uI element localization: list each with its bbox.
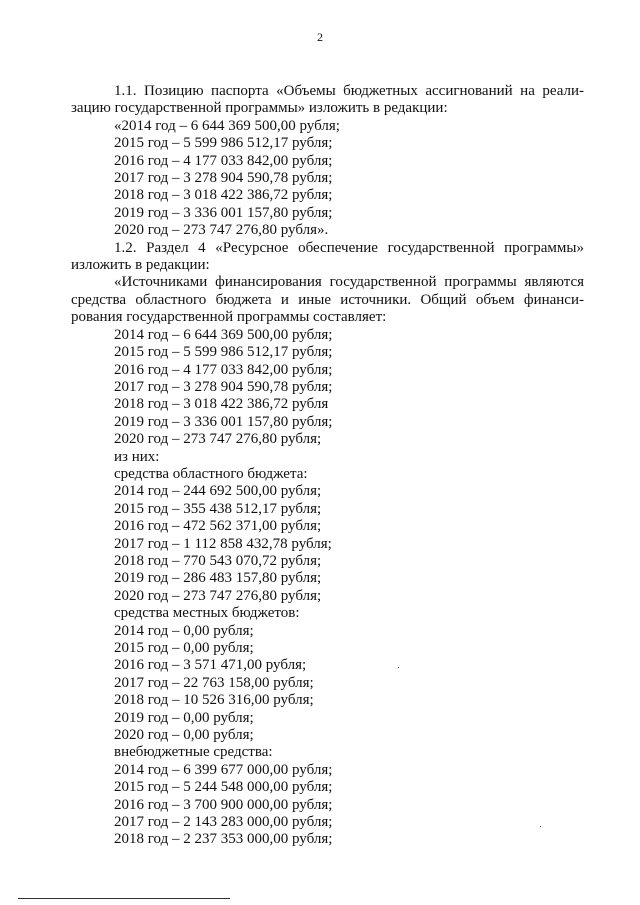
paragraph-1-2-line-1: 1.2. Раздел 4 «Ресурсное обеспечение государственной программы»: [114, 239, 584, 256]
paragraph-1-1-amounts: [71, 118, 584, 240]
quote-line-3: рования государственной программы составляет:: [71, 309, 387, 326]
paragraph-1-1: [71, 83, 584, 118]
regional-line: 2019 год – 286 483 157,80 рубля;: [114, 570, 322, 587]
offbudget-heading: внебюджетные средства:: [114, 744, 273, 761]
local-line: 2018 год – 10 526 316,00 рубля;: [114, 692, 314, 709]
quote-line-2: средства областного бюджета и иные источники. Общий объем финанси-: [71, 291, 584, 308]
paragraph-1-1-line-2: зацию государственной программы» изложить в редакции:: [71, 100, 448, 117]
amount-line: 2020 год – 273 747 276,80 рубля».: [114, 222, 329, 239]
paragraph-1-2-line-2: изложить в редакции:: [71, 257, 210, 274]
amount-line: 2016 год – 4 177 033 842,00 рубля;: [114, 152, 333, 169]
offbudget-line: 2015 год – 5 244 548 000,00 рубля;: [114, 779, 333, 796]
total-line: 2016 год – 4 177 033 842,00 рубля;: [114, 361, 333, 378]
document-body: [71, 83, 584, 849]
totals-list: [71, 327, 584, 849]
regional-line: 2015 год – 355 438 512,17 рубля;: [114, 500, 322, 517]
local-line: 2020 год – 0,00 рубля;: [114, 727, 254, 744]
amount-line: 2017 год – 3 278 904 590,78 рубля;: [114, 170, 333, 187]
total-line: 2017 год – 3 278 904 590,78 рубля;: [114, 378, 333, 395]
amount-line: «2014 год – 6 644 369 500,00 рубля;: [114, 117, 340, 134]
paragraph-1-2: [71, 240, 584, 327]
local-line: 2015 год – 0,00 рубля;: [114, 640, 254, 656]
paragraph-1-1-line-1: 1.1. Позицию паспорта «Объемы бюджетных ассигнований на реали-: [114, 83, 584, 99]
total-line: 2014 год – 6 644 369 500,00 рубля;: [114, 326, 333, 343]
page-number: 2: [317, 30, 323, 44]
offbudget-line: 2016 год – 3 700 900 000,00 рубля;: [114, 796, 333, 813]
local-line: 2014 год – 0,00 рубля;: [114, 622, 254, 639]
local-line: 2016 год – 3 571 471,00 рубля;: [114, 657, 307, 674]
local-line: 2019 год – 0,00 рубля;: [114, 709, 254, 726]
offbudget-line: 2014 год – 6 399 677 000,00 рубля;: [114, 761, 333, 778]
total-line: 2019 год – 3 336 001 157,80 рубля;: [114, 413, 333, 430]
regional-line: 2020 год – 273 747 276,80 рубля;: [114, 587, 322, 604]
regional-line: 2017 год – 1 112 858 432,78 рубля;: [114, 535, 332, 552]
regional-line: 2014 год – 244 692 500,00 рубля;: [114, 483, 322, 500]
offbudget-line: 2017 год – 2 143 283 000,00 рубля;: [114, 814, 333, 831]
amount-line: 2015 год – 5 599 986 512,17 рубля;: [114, 135, 333, 152]
scan-speck: [540, 826, 541, 827]
local-line: 2017 год – 22 763 158,00 рубля;: [114, 674, 314, 691]
offbudget-line: 2018 год – 2 237 353 000,00 рубля;: [114, 831, 333, 848]
regional-line: 2016 год – 472 562 371,00 рубля;: [114, 518, 322, 535]
regional-line: 2018 год – 770 543 070,72 рубля;: [114, 552, 322, 569]
regional-budget-heading: средства областного бюджета:: [114, 465, 308, 482]
total-line: 2015 год – 5 599 986 512,17 рубля;: [114, 344, 333, 361]
amount-line: 2018 год – 3 018 422 386,72 рубля;: [114, 187, 333, 204]
scan-speck: [398, 667, 399, 668]
total-line: 2020 год – 273 747 276,80 рубля;: [114, 431, 322, 448]
footer-rule: [18, 898, 230, 899]
amount-line: 2019 год – 3 336 001 157,80 рубля;: [114, 204, 333, 221]
of-them-label: из них:: [114, 448, 160, 465]
total-line: 2018 год – 3 018 422 386,72 рубля: [114, 396, 329, 413]
local-budget-heading: средства местных бюджетов:: [114, 605, 300, 622]
quote-line-1: «Источниками финансирования государственной программы являются: [114, 274, 584, 291]
